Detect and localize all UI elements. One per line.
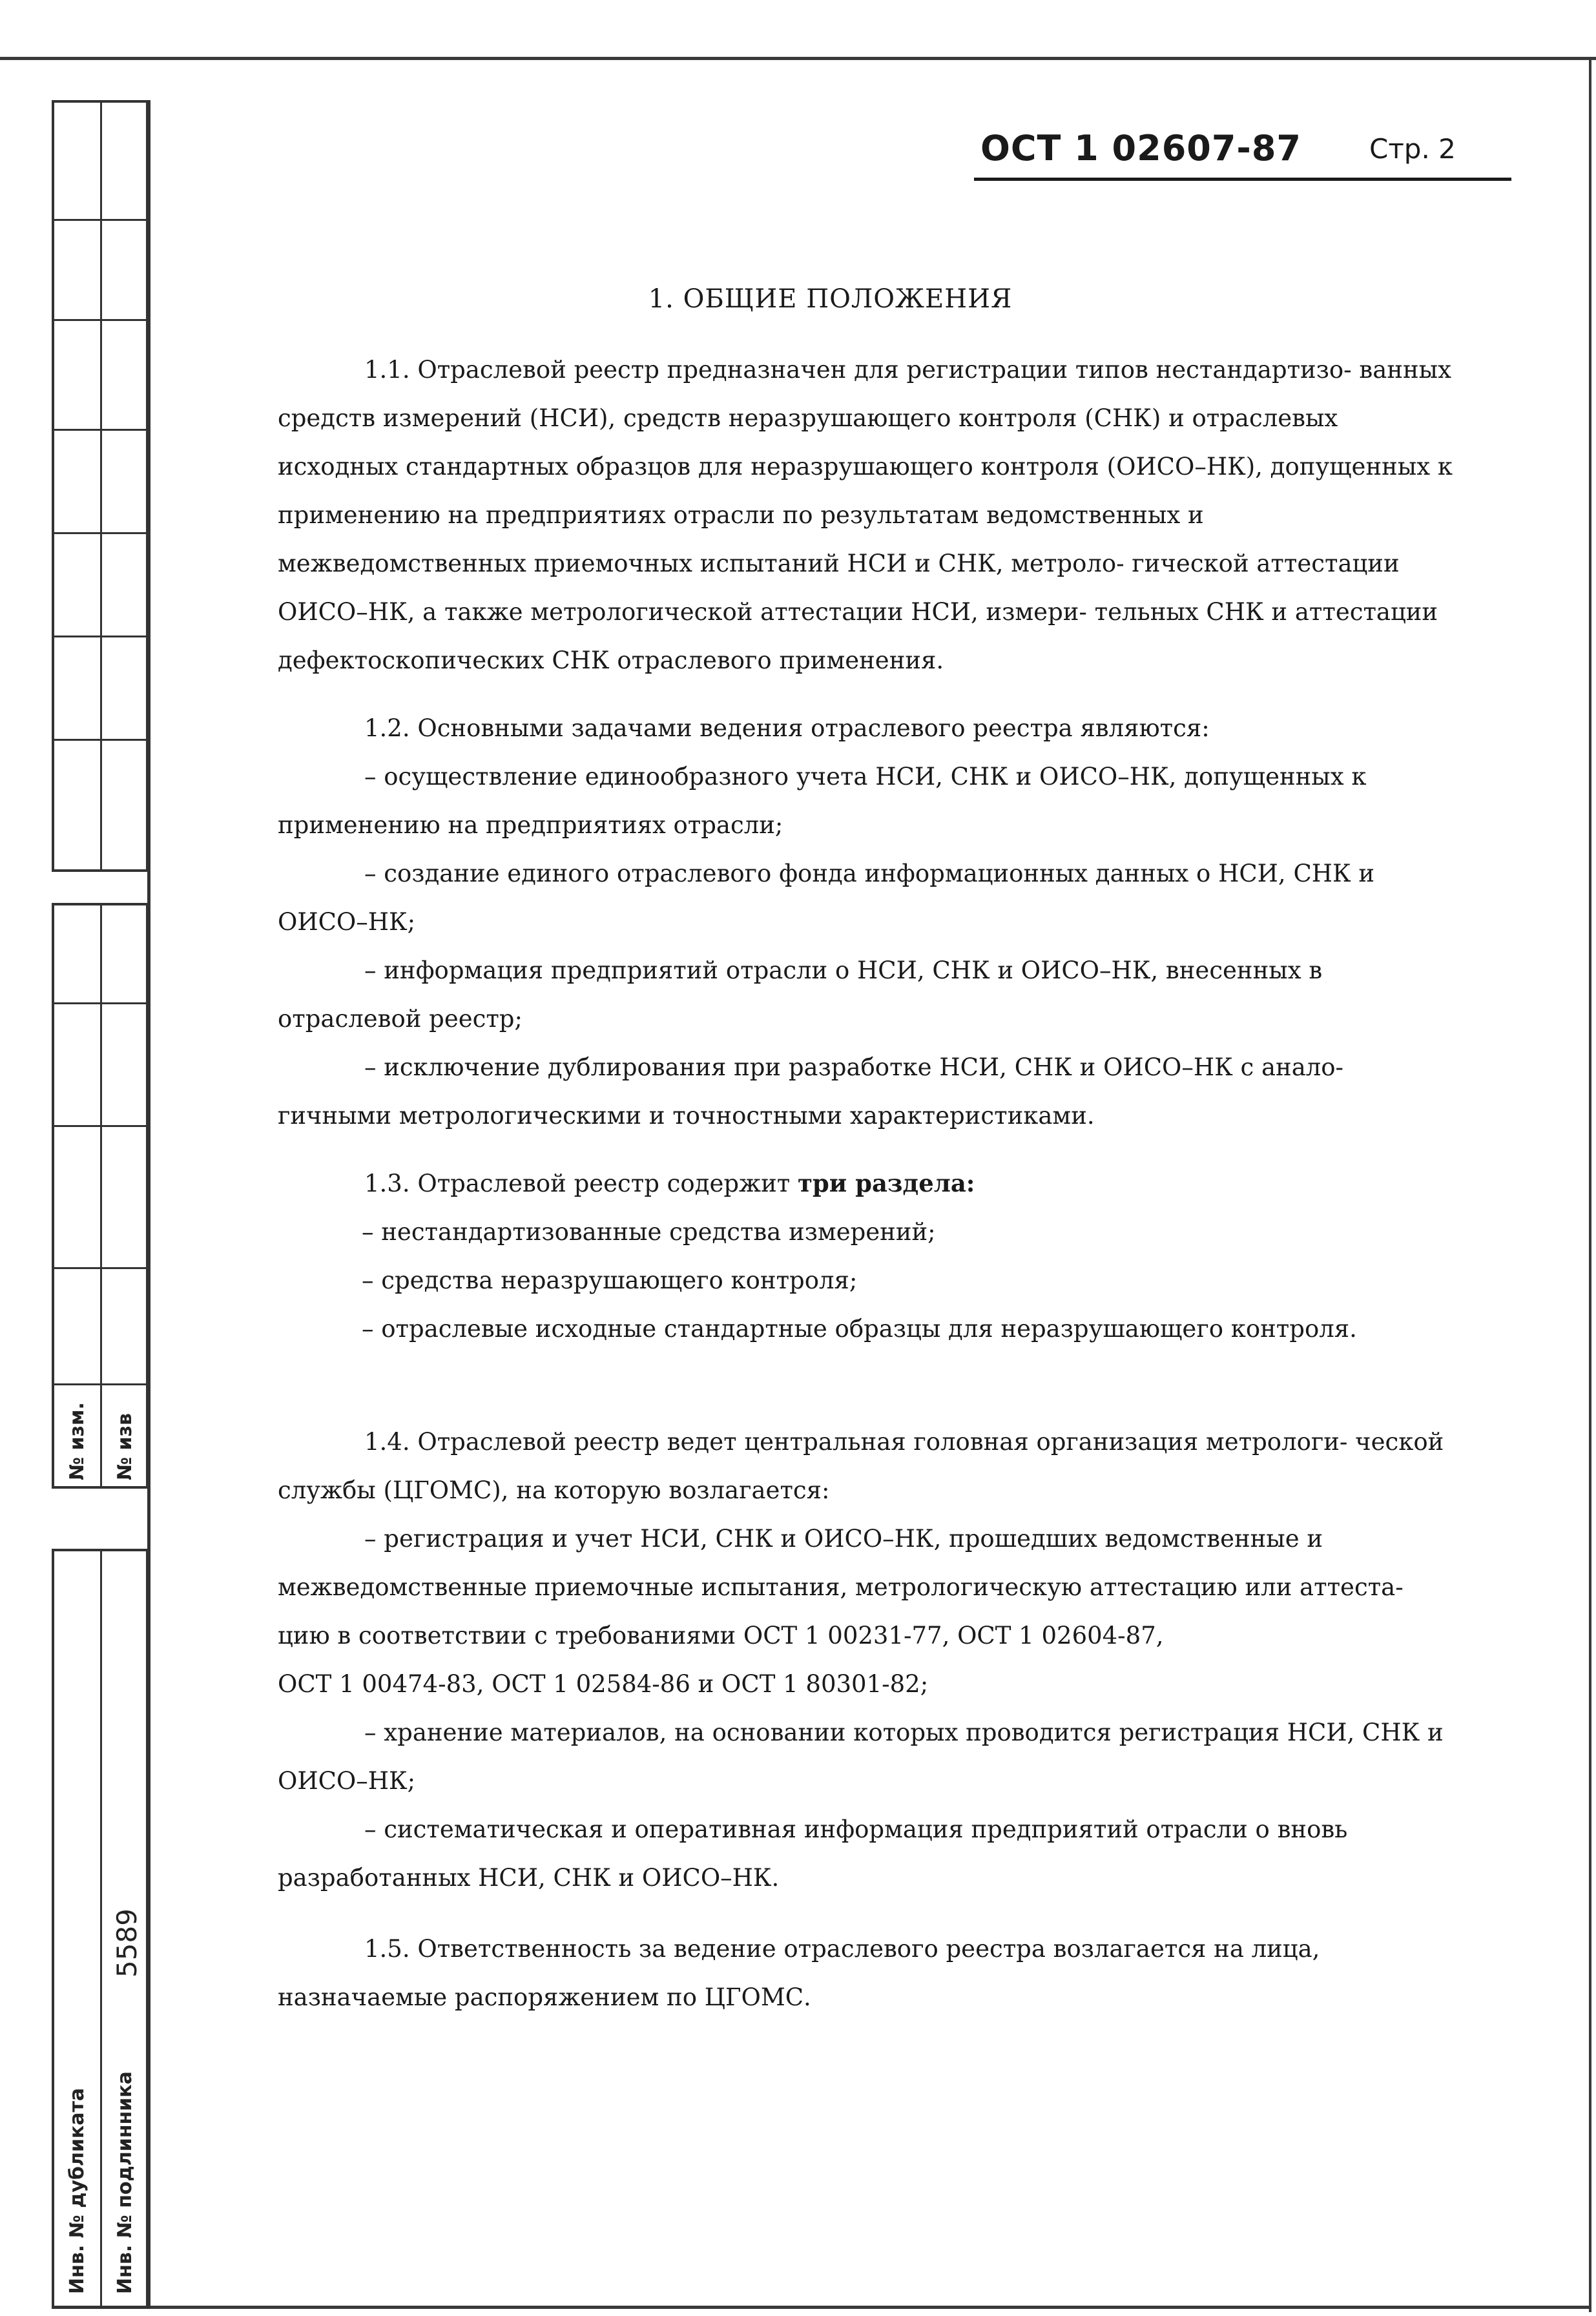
izv-number-label: № изв: [114, 1413, 136, 1480]
list-item: – отраслевые исходные стандартные образцы для неразрушающего контроля.: [362, 1315, 1357, 1343]
list-item-continuation: ОСТ 1 00474-83, ОСТ 1 02584-86 и ОСТ 1 80301-82;: [278, 1670, 929, 1698]
frame-bottom-border: [52, 2306, 1591, 2309]
list-item: – осуществление единообразного учета НСИ, СНК и ОИСО–НК, допущенных к применению на предприятиях отрасли;: [278, 763, 1367, 839]
original-inventory-number: 5589: [111, 1908, 143, 1978]
paragraph-1-5: [278, 1925, 1460, 2021]
list-item: – исключение дублирования при разработке НСИ, СНК и ОИСО–НК с анало- гичными метрологическими и точностными характеристиками.: [278, 1053, 1344, 1130]
frame-top-border: [0, 57, 1596, 60]
list-item: – создание единого отраслевого фонда информационных данных о НСИ, СНК и ОИСО–НК;: [278, 860, 1375, 936]
page-number: Стр. 2: [1369, 133, 1456, 165]
paragraph-1-5-text: 1.5. Ответственность за ведение отраслевого реестра возлагается на лица, назначаемые распоряжением по ЦГОМС.: [278, 1935, 1320, 2011]
list-item: – нестандартизованные средства измерений;: [362, 1218, 936, 1246]
document-code: ОСТ 1 02607-87: [980, 128, 1301, 169]
stamp-block-middle: [52, 903, 149, 1489]
paragraph-1-1: [278, 346, 1460, 685]
paragraph-1-4-lead: 1.4. Отраслевой реестр ведет центральная головная организация метрологи- ческой службы (ЦГОМС), на которую возлагается:: [278, 1428, 1444, 1504]
stamp-block-bottom: [52, 1549, 149, 2309]
list-item: – информация предприятий отрасли о НСИ, СНК и ОИСО–НК, внесенных в отраслевой реестр;: [278, 956, 1323, 1033]
paragraph-1-3: [278, 1159, 1460, 1353]
stamp-block-top: [52, 100, 149, 872]
paragraph-1-2: [278, 704, 1460, 1140]
paragraph-1-4: [278, 1418, 1460, 1902]
paragraph-1-1-text: 1.1. Отраслевой реестр предназначен для регистрации типов нестандартизо- ванных средств измерений (НСИ), средств неразрушающего контроля (СНК) и отраслевых исходных стандартных образцов для неразрушающего контроля (ОИСО–НК), допущенных к применению на предприятиях отрасли по результатам ведомственных и межведомственных приемочных испытаний НСИ и СНК, метроло- гической аттестации ОИСО–НК, а также метрологической аттестации НСИ, измери- тельных СНК и аттестации дефектоскопических СНК отраслевого применения.: [278, 356, 1453, 674]
frame-right-border: [1589, 57, 1591, 2312]
duplicate-inventory-label: Инв. № дубликата: [66, 2087, 88, 2294]
izm-number-label: № изм.: [66, 1402, 88, 1480]
list-item: – регистрация и учет НСИ, СНК и ОИСО–НК, прошедших ведомственные и межведомственные приемочные испытания, метрологическую аттестацию или аттеста- цию в соответствии с требованиями ОСТ 1 00231-77, ОСТ 1 02604-87,: [278, 1525, 1404, 1649]
paragraph-1-2-lead: 1.2. Основными задачами ведения отраслевого реестра являются:: [364, 714, 1210, 742]
list-item: – средства неразрушающего контроля;: [362, 1267, 858, 1294]
list-item: – хранение материалов, на основании которых проводится регистрация НСИ, СНК и ОИСО–НК;: [278, 1719, 1444, 1795]
original-inventory-label: Инв. № подлинника: [114, 2071, 136, 2294]
header-underline: [974, 178, 1511, 181]
list-item: – систематическая и оперативная информация предприятий отрасли о вновь разработанных НСИ, СНК и ОИСО–НК.: [278, 1815, 1348, 1892]
paragraph-1-3-lead: 1.3. Отраслевой реестр содержит три раздела:: [364, 1169, 975, 1197]
section-title: 1. ОБЩИЕ ПОЛОЖЕНИЯ: [648, 284, 1013, 314]
